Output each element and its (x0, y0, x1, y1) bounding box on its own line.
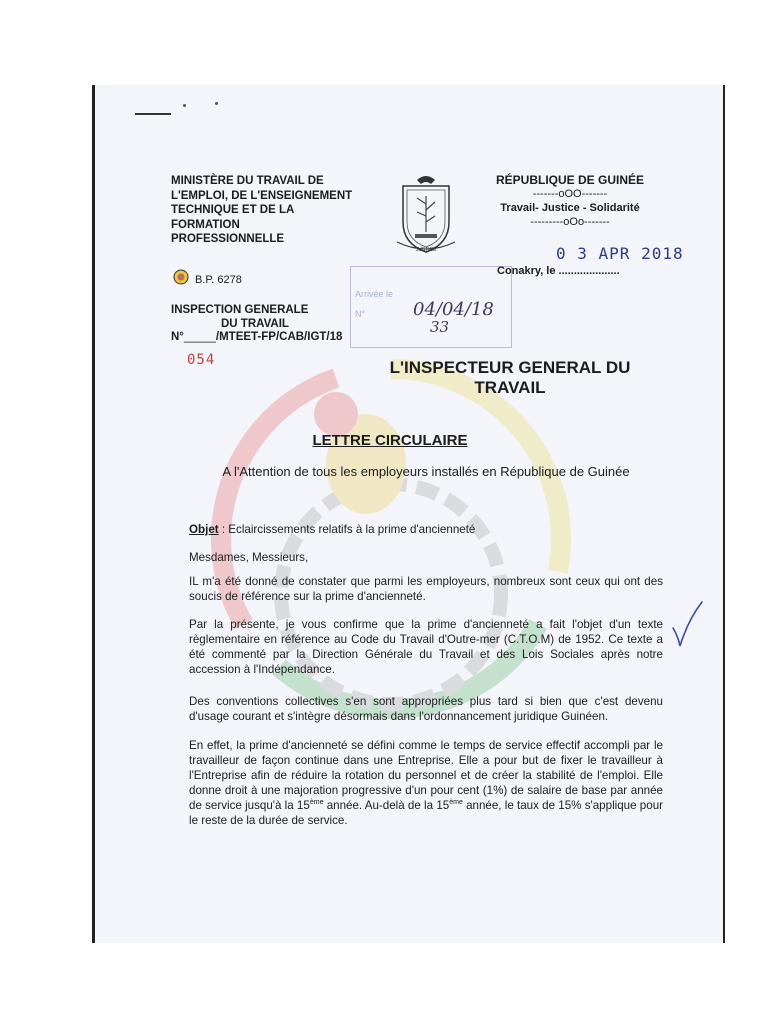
inspector-line: TRAVAIL (474, 378, 546, 397)
ministry-line: L'EMPLOI, DE L'ENSEIGNEMENT (171, 189, 353, 202)
subject-label: Objet (189, 523, 219, 536)
page-edge (92, 85, 95, 943)
inspector-title (360, 358, 660, 398)
handwritten-number: 33 (430, 318, 450, 336)
paragraph: IL m'a été donné de constater que parmi les employeurs, nombreux sont ceux qui ont des soucis de référence sur la prime d'ancienneté. (189, 575, 663, 603)
paragraph (189, 738, 663, 828)
attention-line: A l'Attention de tous les employeurs installés en République de Guinée (222, 464, 630, 479)
salutation: Mesdames, Messieurs, (189, 551, 309, 564)
checkmark-icon (670, 600, 704, 650)
inspector-line: L'INSPECTEUR GENERAL DU (389, 358, 631, 377)
letter-type: LETTRE CIRCULAIRE (312, 432, 468, 449)
paragraph: Des conventions collectives s'en sont appropriées plus tard si bien que c'est devenu d'usage courant et s'intègre désormais dans l'ordonnancement juridique Guinéen. (189, 695, 663, 723)
inspection-line: INSPECTION GENERALE (171, 304, 309, 316)
ref-code: /MTEET-FP/CAB/IGT/18 (215, 331, 343, 343)
red-stamp-number: 054 (187, 352, 216, 368)
paragraph: Par la présente, je vous confirme que la prime d'ancienneté a fait l'objet d'un texte règlementaire en référence au Code du Travail d'Outre-mer (C.T.O.M) de 1952. Ce texte a été commenté par la Direction Générale du Travail et des Lois Sociales après notre accession à l'Indépendance. (189, 618, 663, 676)
inspection-header (171, 303, 308, 331)
separator: ---------oOo------- (530, 216, 610, 228)
ref-prefix: N° (171, 331, 184, 343)
pen-mark (135, 113, 171, 115)
ministry-line: PROFESSIONNELLE (171, 233, 285, 245)
paragraph-part: année. Au-delà de la 15 (323, 799, 450, 812)
ref-blank: _____ (183, 331, 216, 343)
republic-motto: Travail- Justice - Solidarité (500, 202, 640, 214)
stamp-line: N° (355, 309, 366, 319)
guinea-coat-of-arms-icon (393, 172, 459, 258)
postbox-icon (173, 269, 189, 285)
speck (183, 104, 186, 107)
speck (215, 102, 218, 105)
republic-title: RÉPUBLIQUE DE GUINÉE (495, 173, 645, 187)
crest-banner: JUSTICE (415, 247, 437, 253)
paragraph-part: année, le taux de 15% s'applique pour le reste de la durée de service. (189, 799, 663, 827)
reference-number (171, 331, 342, 343)
paragraph-part: En effet, la prime d'ancienneté se défini comme le temps de service effectif accompli par le travailleur de façon continue dans une Entreprise. Elle a pour but de fixer le travailleur à l'Entreprise afin de réduire la rotation du personnel et de créer la stabilité de l'emploi. Elle donne droit à une majoration progressive d'un pour cent (1%) de salaire de base par année de service jusqu'à la 15 (189, 739, 663, 812)
ministry-line: FORMATION (171, 218, 240, 231)
subject-text: : Eclaircissements relatifs à la prime d'ancienneté (218, 523, 476, 536)
superscript: ème (449, 799, 463, 807)
place-date-line: Conakry, le .................... (497, 265, 620, 277)
stamp-line: Arrivée le (355, 289, 394, 299)
po-box: B.P. 6278 (195, 274, 242, 286)
separator: -------oOO------- (532, 188, 608, 200)
inspection-line: DU TRAVAIL (221, 318, 289, 330)
superscript: ème (309, 799, 324, 807)
handwritten-date: 04/04/18 (413, 299, 494, 320)
ministry-line: TECHNIQUE ET DE LA (171, 204, 295, 216)
ministry-name (171, 174, 381, 247)
subject-line (189, 522, 663, 537)
republic-header (470, 173, 670, 229)
date-stamp: 0 3 APR 2018 (556, 244, 684, 263)
ministry-line: MINISTÈRE DU TRAVAIL DE (171, 175, 324, 187)
